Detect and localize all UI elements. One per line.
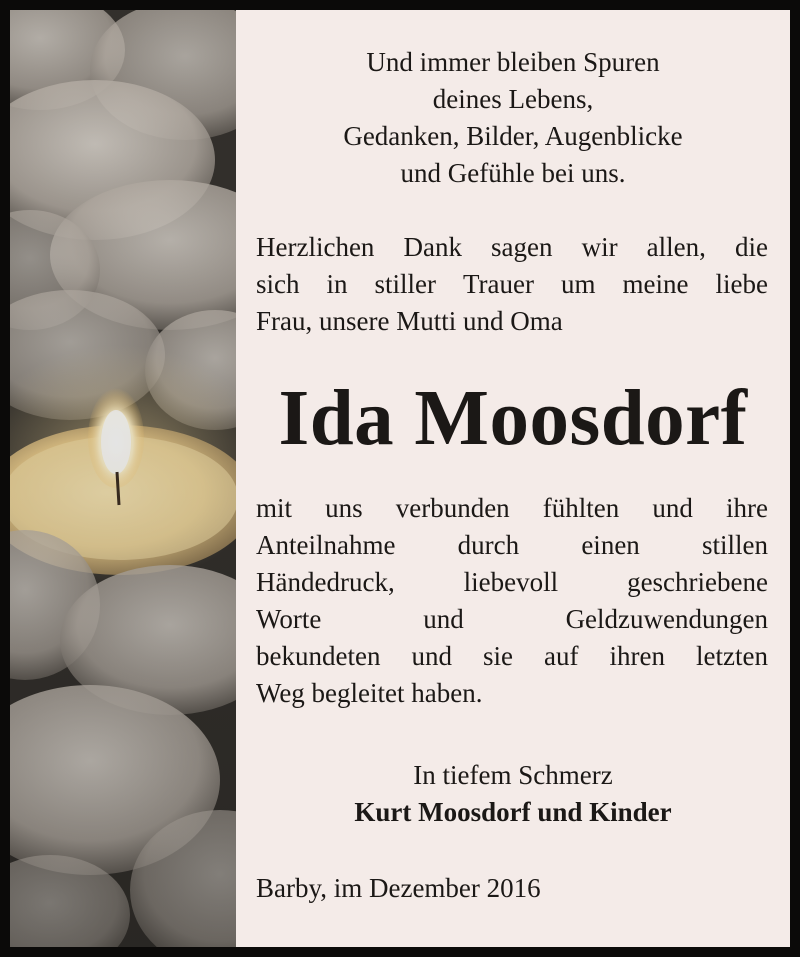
word: Frau, unsere Mutti und Oma xyxy=(256,306,563,336)
word: verbunden xyxy=(395,493,510,523)
verse-line: Und immer bleiben Spuren xyxy=(366,47,660,77)
word: einen xyxy=(581,530,640,560)
word: Herzlichen xyxy=(256,232,375,262)
word: stillen xyxy=(702,530,768,560)
body-line xyxy=(256,638,768,675)
closing-phrase: In tiefem Schmerz xyxy=(413,760,613,790)
closing-block xyxy=(236,757,790,831)
word: geschriebene xyxy=(627,567,768,597)
word: sie xyxy=(482,641,513,671)
word: um xyxy=(561,269,596,299)
word: Weg begleitet haben. xyxy=(256,678,483,708)
word: mit xyxy=(256,493,293,523)
word: uns xyxy=(325,493,363,523)
word: sagen xyxy=(491,232,553,262)
word: allen, xyxy=(646,232,706,262)
word: durch xyxy=(457,530,520,560)
word: und xyxy=(423,604,464,634)
word: Dank xyxy=(403,232,462,262)
body-line xyxy=(256,527,768,564)
word: die xyxy=(734,232,768,262)
thanks-intro xyxy=(256,229,768,340)
word: meine xyxy=(622,269,689,299)
signers: Kurt Moosdorf und Kinder xyxy=(354,797,672,827)
body-line xyxy=(256,564,768,601)
tealight-candles-image xyxy=(10,10,236,947)
body-line xyxy=(256,490,768,527)
deceased-name: Ida Moosdorf xyxy=(278,375,748,462)
word: liebe xyxy=(715,269,768,299)
intro-line xyxy=(256,266,768,303)
text-panel xyxy=(236,10,790,947)
word: Geldzuwendungen xyxy=(565,604,768,634)
word: Anteilnahme xyxy=(256,530,396,560)
word: ihren xyxy=(609,641,665,671)
intro-line xyxy=(256,229,768,266)
thanks-body xyxy=(256,490,768,712)
word: und xyxy=(652,493,693,523)
word: auf xyxy=(544,641,579,671)
verse-line: und Gefühle bei uns. xyxy=(400,158,626,188)
memorial-verse xyxy=(236,44,790,192)
word: bekundeten xyxy=(256,641,381,671)
word: sich xyxy=(256,269,300,299)
word: Trauer xyxy=(463,269,535,299)
word: Händedruck, xyxy=(256,567,395,597)
word: Worte xyxy=(256,604,322,634)
verse-line: deines Lebens, xyxy=(432,84,594,114)
word: ihre xyxy=(725,493,768,523)
word: wir xyxy=(581,232,618,262)
candle-photo xyxy=(10,10,236,947)
word: und xyxy=(411,641,452,671)
word: letzten xyxy=(696,641,768,671)
intro-line xyxy=(256,303,768,340)
word: liebevoll xyxy=(463,567,559,597)
place-date: Barby, im Dezember 2016 xyxy=(256,873,541,903)
body-line xyxy=(256,601,768,638)
word: stiller xyxy=(374,269,437,299)
word: in xyxy=(326,269,348,299)
verse-line: Gedanken, Bilder, Augenblicke xyxy=(343,121,683,151)
word: fühlten xyxy=(542,493,620,523)
body-line xyxy=(256,675,768,712)
